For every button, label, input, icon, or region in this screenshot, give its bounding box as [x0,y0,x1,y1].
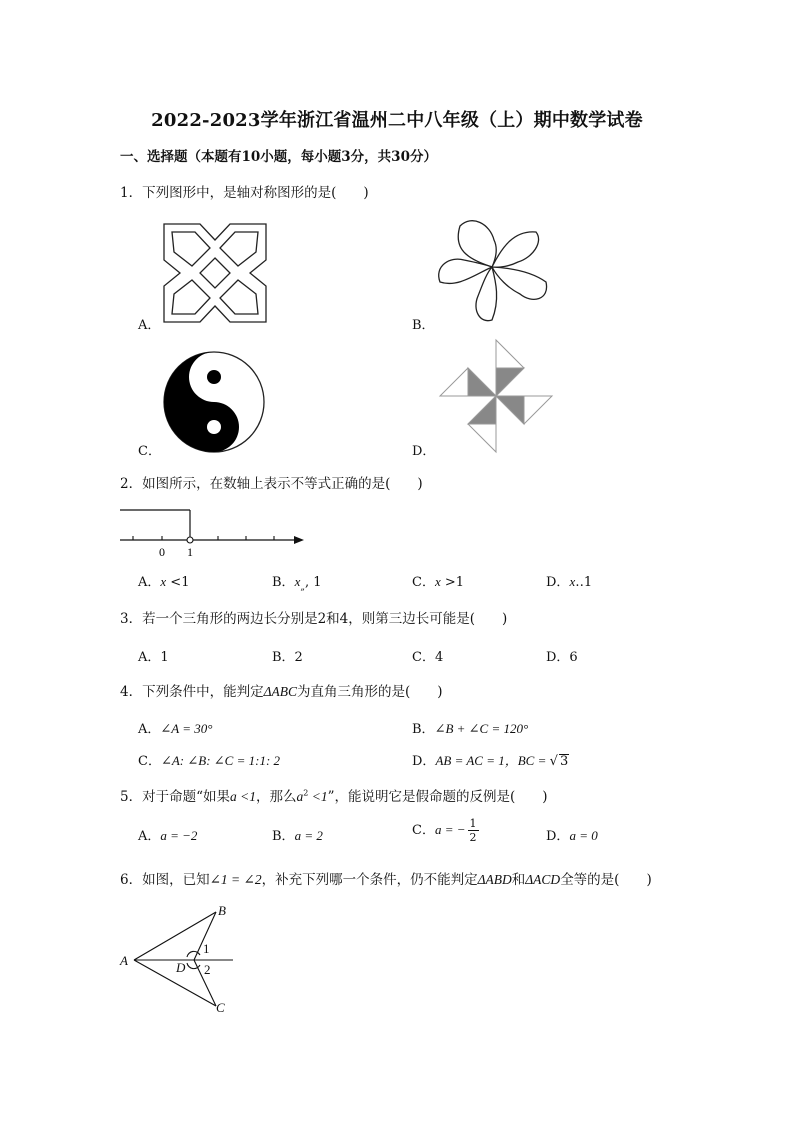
option-math: AB = AC = 1，BC = [435,753,550,768]
option-5c [412,817,479,844]
option-1d: D． [412,444,436,459]
section-heading: 一、选择题（本题有10小题，每小题3分，共30分） [120,149,437,165]
stem-text: 全等的是( ) [560,872,652,888]
option-text: , 1 [305,575,322,590]
label-c: C [216,1000,225,1015]
label-angle-2: 2 [204,962,211,977]
option-var: x [160,574,167,589]
triangle-figure [118,903,248,1018]
denominator: 2 [469,831,477,844]
option-2a [138,571,189,590]
option-sub: „ [300,582,306,593]
option-letter: D． [546,575,570,590]
option-5b [272,825,323,844]
option-letter: C． [412,575,435,590]
question-2-stem: 2．如图所示，在数轴上表示不等式正确的是( ) [120,476,423,492]
option-var: x [294,574,301,589]
option-1b: B． [412,318,435,333]
option-4a [138,718,212,737]
condition-2: a [296,789,304,804]
stem-text: 4．下列条件中，能判定 [120,684,264,700]
stem-text: 5．对于命题“如果 [120,789,230,805]
option-letter: B． [412,722,435,737]
option-3c: C．4 [412,650,444,665]
stem-text: ”，能说明它是假命题的反例是( ) [327,789,548,805]
option-letter: A． [138,575,161,590]
option-math: a = 2 [294,828,323,843]
option-1a: A． [138,318,161,333]
question-3-stem: 3．若一个三角形的两边长分别是2和4，则第三边长可能是( ) [120,611,508,627]
option-math: a = 0 [569,828,598,843]
option-var: x [434,574,441,589]
option-4c [138,750,280,769]
label-d: D [176,960,186,975]
option-2c [412,571,464,590]
page-title: 2022-2023学年浙江省温州二中八年级（上）期中数学试卷 [151,110,643,131]
figure-pinwheel [438,338,554,454]
given-angles: ∠1 = ∠2 [209,872,262,887]
option-3b: B．2 [272,650,303,665]
label-a: A [120,953,128,968]
option-5d [546,825,598,844]
option-math: a = −2 [160,828,198,843]
stem-text: 6．如图，已知 [120,872,210,888]
option-text: ‥1 [575,575,593,590]
stem-text: 为直角三角形的是( ) [297,684,443,700]
numerator: 1 [469,817,477,830]
label-b: B [218,903,226,918]
stem-text: ，那么 [256,789,297,805]
option-text: <1 [166,575,190,590]
option-3d: D．6 [546,650,578,665]
option-5a [138,825,197,844]
tick-label-0: 0 [159,545,165,559]
number-line-figure [118,506,308,560]
question-1-stem: 1．下列图形中，是轴对称图形的是( ) [120,185,369,201]
option-letter: A． [138,722,161,737]
option-math: ∠B + ∠C = 120° [434,721,529,736]
condition-2-rel: <1 [308,789,328,804]
fraction [468,817,479,844]
option-4d [412,750,569,769]
radicand: 3 [559,754,569,769]
question-5-stem [120,785,548,805]
option-letter: B． [272,829,295,844]
figure-octagon-cross [160,218,270,328]
figure-yin-yang [162,350,266,454]
option-letter: B． [272,575,295,590]
tick-label-1: 1 [187,545,193,559]
option-4b [412,718,528,737]
option-3a: A．1 [138,650,169,665]
question-6-stem [120,868,652,888]
question-4-stem [120,680,443,700]
label-angle-1: 1 [203,941,210,956]
option-letter: D． [546,829,570,844]
option-math: a = − [434,822,466,837]
triangle-abc: ΔABC [263,684,298,699]
exponent: 2 [303,788,309,798]
option-text: >1 [440,575,465,590]
option-2b [272,571,322,593]
option-1c: C． [138,444,161,459]
option-letter: D． [412,754,436,769]
stem-text: ，补充下列哪一个条件，仍不能判定 [261,872,478,888]
triangle-acd: ΔACD [525,872,561,887]
radical-sign: √ [549,754,558,769]
option-var: x [569,574,576,589]
option-2d [546,571,592,590]
option-math: ∠A: ∠B: ∠C = 1:1: 2 [160,753,281,768]
option-letter: C． [138,754,161,769]
option-letter: C． [412,823,435,838]
stem-text: 和 [511,872,526,888]
condition-1: a <1 [230,789,256,804]
option-letter: A． [138,829,161,844]
triangle-abd: ΔABD [477,872,512,887]
figure-flower [432,212,557,327]
option-math: ∠A = 30° [160,721,213,736]
